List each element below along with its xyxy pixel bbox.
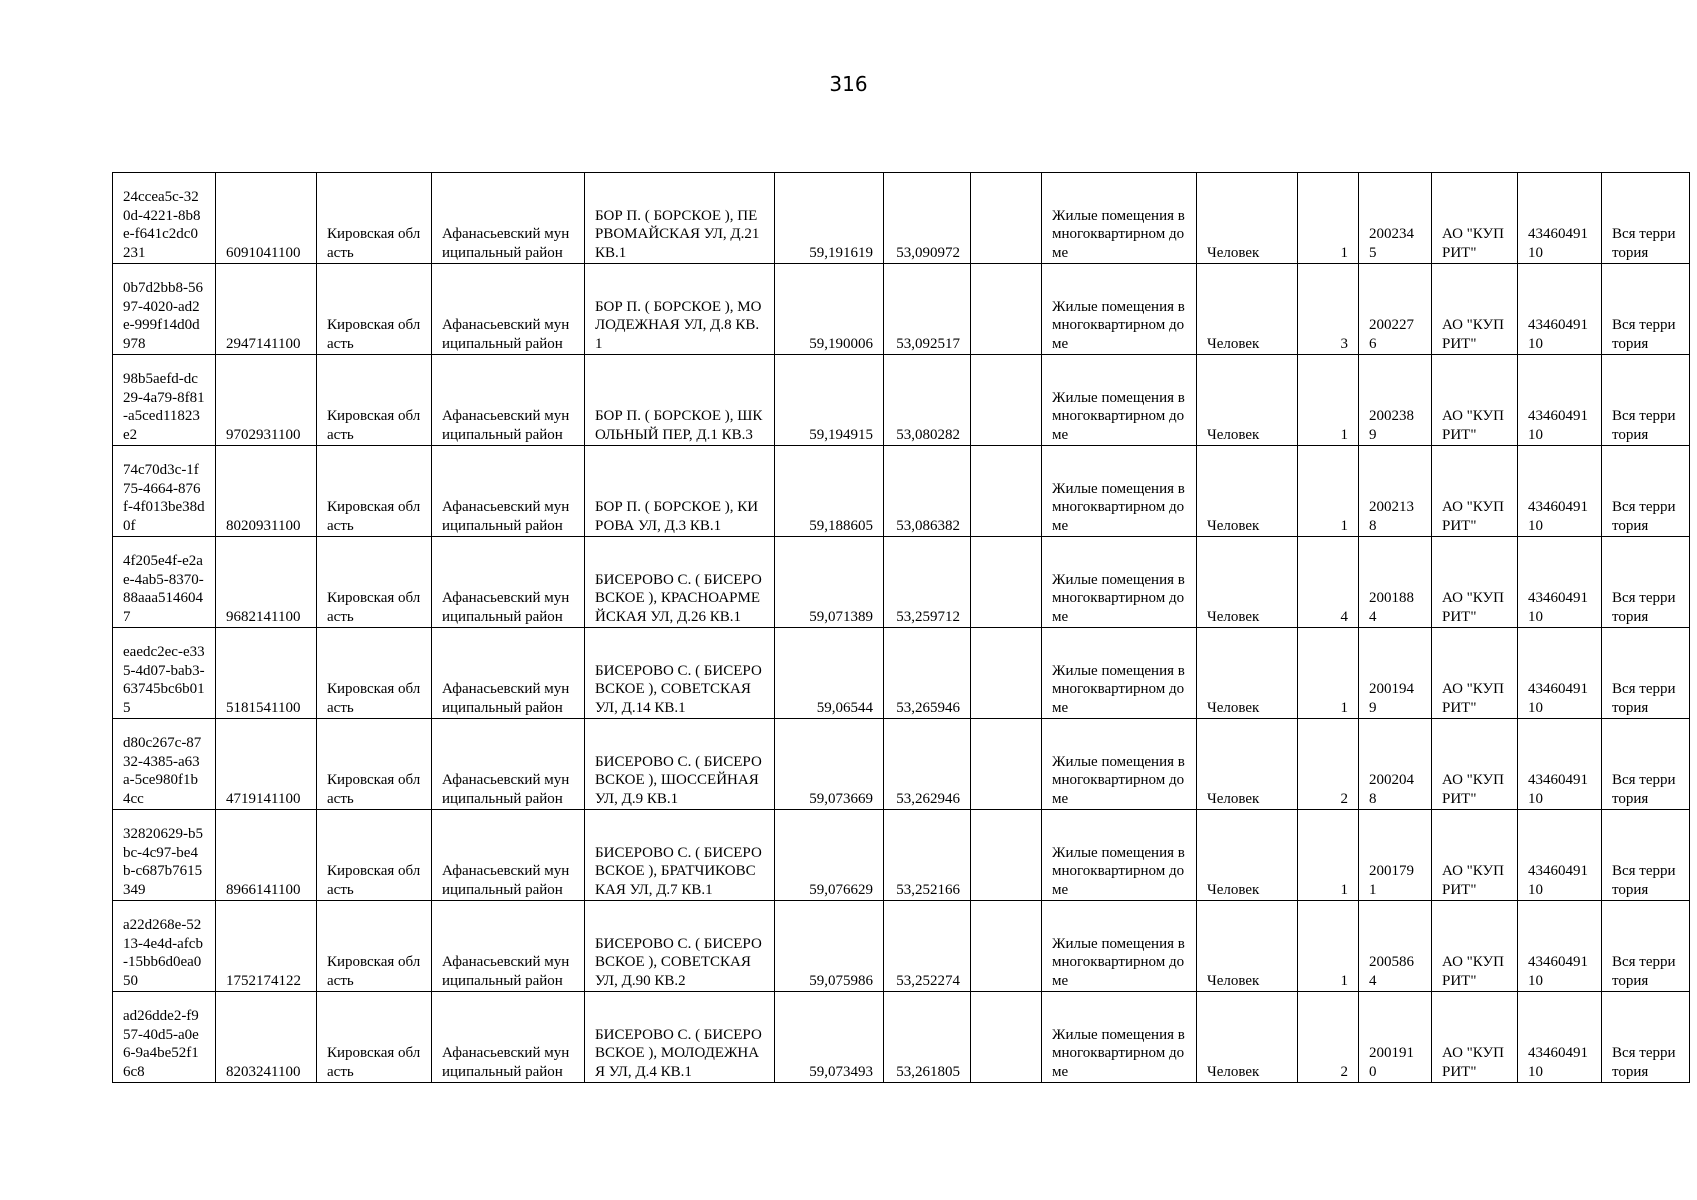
- cell-district: Афанасьевский муниципальный район: [432, 446, 585, 537]
- cell-latitude: 59,075986: [775, 901, 884, 992]
- cell-latitude: 59,076629: [775, 810, 884, 901]
- cell-latitude: 59,073669: [775, 719, 884, 810]
- cell-inn: 4346049110: [1518, 173, 1602, 264]
- cell-territory: Вся территория: [1602, 173, 1690, 264]
- cell-district: Афанасьевский муниципальный район: [432, 628, 585, 719]
- cell-district: Афанасьевский муниципальный район: [432, 901, 585, 992]
- cell-code: 2001949: [1359, 628, 1432, 719]
- cell-uuid: eaedc2ec-e335-4d07-bab3-63745bc6b015: [113, 628, 216, 719]
- cell-account-number: 6091041100: [216, 173, 317, 264]
- cell-territory: Вся территория: [1602, 264, 1690, 355]
- cell-district: Афанасьевский муниципальный район: [432, 173, 585, 264]
- table-row: [113, 446, 1690, 537]
- cell-account-number: 8020931100: [216, 446, 317, 537]
- cell-region: Кировская область: [317, 901, 432, 992]
- cell-unit: Человек: [1197, 173, 1298, 264]
- registry-table: [112, 172, 1690, 1083]
- cell-longitude: 53,086382: [884, 446, 971, 537]
- cell-address: БИСЕРОВО С. ( БИСЕРОВСКОЕ ), БРАТЧИКОВСКАЯ УЛ, Д.7 КВ.1: [585, 810, 775, 901]
- cell-address: БИСЕРОВО С. ( БИСЕРОВСКОЕ ), КРАСНОАРМЕЙСКАЯ УЛ, Д.26 КВ.1: [585, 537, 775, 628]
- cell-address: БОР П. ( БОРСКОЕ ), КИРОВА УЛ, Д.3 КВ.1: [585, 446, 775, 537]
- cell-address: БОР П. ( БОРСКОЕ ), ПЕРВОМАЙСКАЯ УЛ, Д.21 КВ.1: [585, 173, 775, 264]
- cell-territory: Вся территория: [1602, 901, 1690, 992]
- cell-account-number: 8203241100: [216, 992, 317, 1083]
- cell-premises-type: Жилые помещения в многоквартирном доме: [1042, 992, 1197, 1083]
- cell-inn: 4346049110: [1518, 901, 1602, 992]
- cell-longitude: 53,265946: [884, 628, 971, 719]
- cell-account-number: 5181541100: [216, 628, 317, 719]
- cell-quantity: 1: [1298, 355, 1359, 446]
- page-number: 316: [829, 72, 868, 96]
- cell-uuid: 74c70d3c-1f75-4664-876f-4f013be38d0f: [113, 446, 216, 537]
- cell-longitude: 53,092517: [884, 264, 971, 355]
- cell-territory: Вся территория: [1602, 355, 1690, 446]
- cell-district: Афанасьевский муниципальный район: [432, 537, 585, 628]
- cell-latitude: 59,188605: [775, 446, 884, 537]
- cell-organization: АО "КУПРИТ": [1432, 264, 1518, 355]
- cell-region: Кировская область: [317, 446, 432, 537]
- cell-empty: [971, 901, 1042, 992]
- cell-address: БОР П. ( БОРСКОЕ ), ШКОЛЬНЫЙ ПЕР, Д.1 КВ.3: [585, 355, 775, 446]
- cell-unit: Человек: [1197, 446, 1298, 537]
- cell-quantity: 3: [1298, 264, 1359, 355]
- cell-longitude: 53,261805: [884, 992, 971, 1083]
- cell-code: 2001884: [1359, 537, 1432, 628]
- cell-organization: АО "КУПРИТ": [1432, 628, 1518, 719]
- cell-premises-type: Жилые помещения в многоквартирном доме: [1042, 264, 1197, 355]
- cell-uuid: d80c267c-8732-4385-a63a-5ce980f1b4cc: [113, 719, 216, 810]
- cell-premises-type: Жилые помещения в многоквартирном доме: [1042, 173, 1197, 264]
- cell-premises-type: Жилые помещения в многоквартирном доме: [1042, 628, 1197, 719]
- cell-longitude: 53,252166: [884, 810, 971, 901]
- cell-unit: Человек: [1197, 901, 1298, 992]
- cell-quantity: 1: [1298, 173, 1359, 264]
- cell-quantity: 1: [1298, 901, 1359, 992]
- cell-inn: 4346049110: [1518, 719, 1602, 810]
- cell-code: 2001910: [1359, 992, 1432, 1083]
- cell-inn: 4346049110: [1518, 992, 1602, 1083]
- cell-premises-type: Жилые помещения в многоквартирном доме: [1042, 901, 1197, 992]
- cell-unit: Человек: [1197, 628, 1298, 719]
- cell-empty: [971, 264, 1042, 355]
- cell-empty: [971, 719, 1042, 810]
- cell-empty: [971, 355, 1042, 446]
- cell-empty: [971, 628, 1042, 719]
- cell-latitude: 59,191619: [775, 173, 884, 264]
- cell-uuid: 32820629-b5bc-4c97-be4b-c687b7615349: [113, 810, 216, 901]
- cell-unit: Человек: [1197, 537, 1298, 628]
- cell-premises-type: Жилые помещения в многоквартирном доме: [1042, 719, 1197, 810]
- cell-unit: Человек: [1197, 264, 1298, 355]
- cell-region: Кировская область: [317, 537, 432, 628]
- cell-account-number: 8966141100: [216, 810, 317, 901]
- table-row: [113, 719, 1690, 810]
- cell-address: БИСЕРОВО С. ( БИСЕРОВСКОЕ ), СОВЕТСКАЯ УЛ, Д.90 КВ.2: [585, 901, 775, 992]
- cell-code: 2002276: [1359, 264, 1432, 355]
- cell-territory: Вся территория: [1602, 537, 1690, 628]
- cell-territory: Вся территория: [1602, 810, 1690, 901]
- cell-account-number: 9682141100: [216, 537, 317, 628]
- cell-account-number: 1752174122: [216, 901, 317, 992]
- cell-code: 2002389: [1359, 355, 1432, 446]
- cell-unit: Человек: [1197, 355, 1298, 446]
- cell-region: Кировская область: [317, 628, 432, 719]
- table-row: [113, 355, 1690, 446]
- cell-address: БОР П. ( БОРСКОЕ ), МОЛОДЕЖНАЯ УЛ, Д.8 КВ.1: [585, 264, 775, 355]
- cell-longitude: 53,252274: [884, 901, 971, 992]
- cell-uuid: a22d268e-5213-4e4d-afcb-15bb6d0ea050: [113, 901, 216, 992]
- cell-code: 2002345: [1359, 173, 1432, 264]
- cell-code: 2002048: [1359, 719, 1432, 810]
- cell-quantity: 1: [1298, 628, 1359, 719]
- table-row: [113, 992, 1690, 1083]
- cell-premises-type: Жилые помещения в многоквартирном доме: [1042, 810, 1197, 901]
- cell-account-number: 9702931100: [216, 355, 317, 446]
- cell-district: Афанасьевский муниципальный район: [432, 264, 585, 355]
- cell-territory: Вся территория: [1602, 628, 1690, 719]
- cell-inn: 4346049110: [1518, 628, 1602, 719]
- cell-account-number: 4719141100: [216, 719, 317, 810]
- table-row: [113, 810, 1690, 901]
- cell-empty: [971, 173, 1042, 264]
- cell-latitude: 59,194915: [775, 355, 884, 446]
- cell-premises-type: Жилые помещения в многоквартирном доме: [1042, 355, 1197, 446]
- cell-region: Кировская область: [317, 264, 432, 355]
- table-row: [113, 901, 1690, 992]
- table-row: [113, 628, 1690, 719]
- cell-district: Афанасьевский муниципальный район: [432, 719, 585, 810]
- cell-longitude: 53,259712: [884, 537, 971, 628]
- cell-premises-type: Жилые помещения в многоквартирном доме: [1042, 446, 1197, 537]
- table-row: [113, 173, 1690, 264]
- cell-address: БИСЕРОВО С. ( БИСЕРОВСКОЕ ), ШОССЕЙНАЯ УЛ, Д.9 КВ.1: [585, 719, 775, 810]
- cell-latitude: 59,073493: [775, 992, 884, 1083]
- cell-organization: АО "КУПРИТ": [1432, 719, 1518, 810]
- cell-region: Кировская область: [317, 355, 432, 446]
- table-row: [113, 264, 1690, 355]
- cell-latitude: 59,06544: [775, 628, 884, 719]
- cell-district: Афанасьевский муниципальный район: [432, 810, 585, 901]
- cell-inn: 4346049110: [1518, 810, 1602, 901]
- cell-unit: Человек: [1197, 810, 1298, 901]
- cell-longitude: 53,090972: [884, 173, 971, 264]
- cell-empty: [971, 810, 1042, 901]
- cell-organization: АО "КУПРИТ": [1432, 537, 1518, 628]
- cell-longitude: 53,262946: [884, 719, 971, 810]
- cell-uuid: 98b5aefd-dc29-4a79-8f81-a5ced11823e2: [113, 355, 216, 446]
- cell-quantity: 1: [1298, 810, 1359, 901]
- cell-region: Кировская область: [317, 173, 432, 264]
- cell-organization: АО "КУПРИТ": [1432, 446, 1518, 537]
- cell-longitude: 53,080282: [884, 355, 971, 446]
- cell-organization: АО "КУПРИТ": [1432, 355, 1518, 446]
- cell-territory: Вся территория: [1602, 719, 1690, 810]
- table-row: [113, 537, 1690, 628]
- cell-premises-type: Жилые помещения в многоквартирном доме: [1042, 537, 1197, 628]
- cell-code: 2005864: [1359, 901, 1432, 992]
- cell-empty: [971, 446, 1042, 537]
- cell-empty: [971, 992, 1042, 1083]
- cell-latitude: 59,071389: [775, 537, 884, 628]
- cell-district: Афанасьевский муниципальный район: [432, 355, 585, 446]
- cell-inn: 4346049110: [1518, 355, 1602, 446]
- cell-territory: Вся территория: [1602, 446, 1690, 537]
- cell-uuid: 4f205e4f-e2ae-4ab5-8370-88aaa5146047: [113, 537, 216, 628]
- cell-quantity: 4: [1298, 537, 1359, 628]
- cell-address: БИСЕРОВО С. ( БИСЕРОВСКОЕ ), СОВЕТСКАЯ УЛ, Д.14 КВ.1: [585, 628, 775, 719]
- cell-organization: АО "КУПРИТ": [1432, 810, 1518, 901]
- cell-unit: Человек: [1197, 719, 1298, 810]
- cell-address: БИСЕРОВО С. ( БИСЕРОВСКОЕ ), МОЛОДЕЖНАЯ УЛ, Д.4 КВ.1: [585, 992, 775, 1083]
- cell-empty: [971, 537, 1042, 628]
- cell-district: Афанасьевский муниципальный район: [432, 992, 585, 1083]
- cell-organization: АО "КУПРИТ": [1432, 901, 1518, 992]
- cell-unit: Человек: [1197, 992, 1298, 1083]
- cell-quantity: 2: [1298, 992, 1359, 1083]
- cell-inn: 4346049110: [1518, 446, 1602, 537]
- cell-code: 2002138: [1359, 446, 1432, 537]
- cell-region: Кировская область: [317, 810, 432, 901]
- cell-inn: 4346049110: [1518, 537, 1602, 628]
- cell-uuid: ad26dde2-f957-40d5-a0e6-9a4be52f16c8: [113, 992, 216, 1083]
- cell-inn: 4346049110: [1518, 264, 1602, 355]
- cell-region: Кировская область: [317, 719, 432, 810]
- cell-uuid: 24ccea5c-320d-4221-8b8e-f641c2dc0231: [113, 173, 216, 264]
- table-body: [113, 173, 1690, 1083]
- cell-uuid: 0b7d2bb8-5697-4020-ad2e-999f14d0d978: [113, 264, 216, 355]
- cell-quantity: 2: [1298, 719, 1359, 810]
- cell-quantity: 1: [1298, 446, 1359, 537]
- cell-code: 2001791: [1359, 810, 1432, 901]
- cell-account-number: 2947141100: [216, 264, 317, 355]
- cell-territory: Вся территория: [1602, 992, 1690, 1083]
- cell-latitude: 59,190006: [775, 264, 884, 355]
- cell-organization: АО "КУПРИТ": [1432, 173, 1518, 264]
- cell-region: Кировская область: [317, 992, 432, 1083]
- cell-organization: АО "КУПРИТ": [1432, 992, 1518, 1083]
